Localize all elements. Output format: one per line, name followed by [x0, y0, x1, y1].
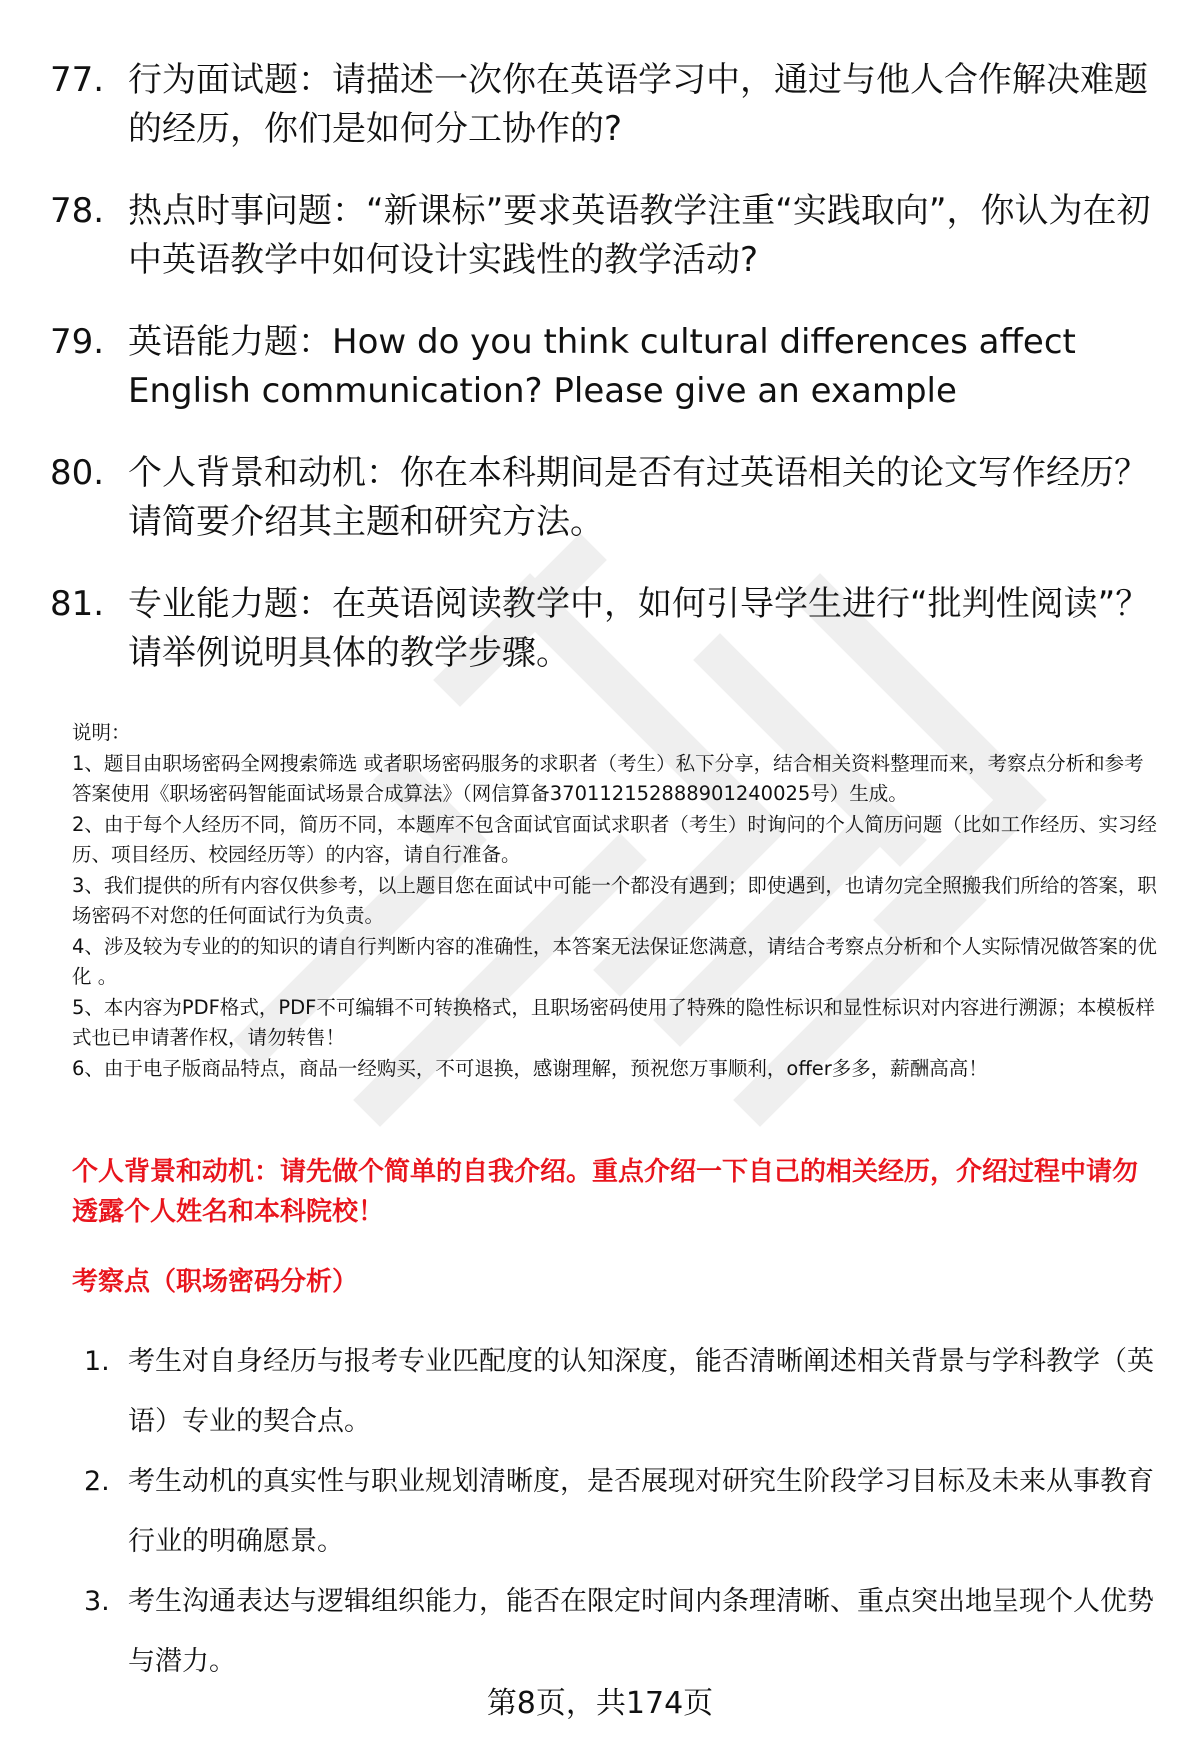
notes-section	[72, 718, 1162, 1084]
question-number: 79.	[50, 322, 105, 362]
note-item: 2、由于每个人经历不同，简历不同，本题库不包含面试官面试求职者（考生）时询问的个人简历问题（比如工作经历、实习经历、项目经历、校园经历等）的内容，请自行准备。	[72, 812, 1157, 866]
point-text: 考生对自身经历与报考专业匹配度的认知深度，能否清晰阐述相关背景与学科教学（英语）专业的契合点。	[128, 1346, 1154, 1437]
featured-question: 个人背景和动机：请先做个简单的自我介绍。重点介绍一下自己的相关经历，介绍过程中请勿透露个人姓名和本科院校！	[72, 1157, 1139, 1227]
note-item: 3、我们提供的所有内容仅供参考，以上题目您在面试中可能一个都没有遇到；即使遇到，也请勿完全照搬我们所给的答案，职场密码不对您的任何面试行为负责。	[72, 873, 1157, 927]
question-number: 81.	[50, 584, 105, 624]
question-text: 行为面试题：请描述一次你在英语学习中，通过与他人合作解决难题的经历，你们是如何分工协作的?	[128, 60, 1148, 149]
point-number: 2.	[84, 1466, 110, 1497]
question-text: 英语能力题：How do you think cultural differences affect English communication? Please give an example	[128, 322, 1076, 411]
question-item	[50, 56, 1160, 154]
question-number: 77.	[50, 60, 105, 100]
point-number: 3.	[84, 1586, 110, 1617]
note-item: 4、涉及较为专业的的知识的请自行判断内容的准确性，本答案无法保证您满意，请结合考察点分析和个人实际情况做答案的优化 。	[72, 934, 1157, 988]
point-text: 考生沟通表达与逻辑组织能力，能否在限定时间内条理清晰、重点突出地呈现个人优势与潜力。	[128, 1586, 1154, 1677]
question-text: 个人背景和动机：你在本科期间是否有过英语相关的论文写作经历？请简要介绍其主题和研究方法。	[128, 453, 1148, 542]
note-item: 1、题目由职场密码全网搜索筛选 或者职场密码服务的求职者（考生）私下分享，结合相关资料整理而来，考察点分析和参考答案使用《职场密码智能面试场景合成算法》（网信算备370112152888901240025号）生成。	[72, 751, 1144, 805]
question-item	[50, 318, 1160, 416]
question-item	[50, 580, 1160, 678]
question-item	[50, 187, 1160, 285]
question-item	[50, 449, 1160, 547]
point-text: 考生动机的真实性与职业规划清晰度，是否展现对研究生阶段学习目标及未来从事教育行业的明确愿景。	[128, 1466, 1154, 1557]
analysis-point	[84, 1572, 1164, 1692]
question-text: 热点时事问题：“新课标”要求英语教学注重“实践取向”，你认为在初中英语教学中如何设计实践性的教学活动?	[128, 191, 1151, 280]
analysis-point	[84, 1452, 1164, 1572]
notes-heading: 说明：	[72, 721, 131, 744]
question-list	[50, 56, 1160, 711]
page-footer: 第8页，共174页	[486, 1686, 714, 1721]
analysis-points	[84, 1332, 1164, 1692]
question-number: 78.	[50, 191, 105, 231]
analysis-point	[84, 1332, 1164, 1452]
point-number: 1.	[84, 1346, 110, 1377]
question-text: 专业能力题：在英语阅读教学中，如何引导学生进行“批判性阅读”？请举例说明具体的教学步骤。	[128, 584, 1150, 673]
note-item: 5、本内容为PDF格式，PDF不可编辑不可转换格式，且职场密码使用了特殊的隐性标识和显性标识对内容进行溯源；本模板样式也已申请著作权，请勿转售！	[72, 995, 1155, 1049]
note-item: 6、由于电子版商品特点，商品一经购买，不可退换，感谢理解，预祝您万事顺利，offer多多，薪酬高高！	[72, 1056, 988, 1080]
question-number: 80.	[50, 453, 105, 493]
analysis-title: 考察点（职场密码分析）	[72, 1267, 359, 1297]
